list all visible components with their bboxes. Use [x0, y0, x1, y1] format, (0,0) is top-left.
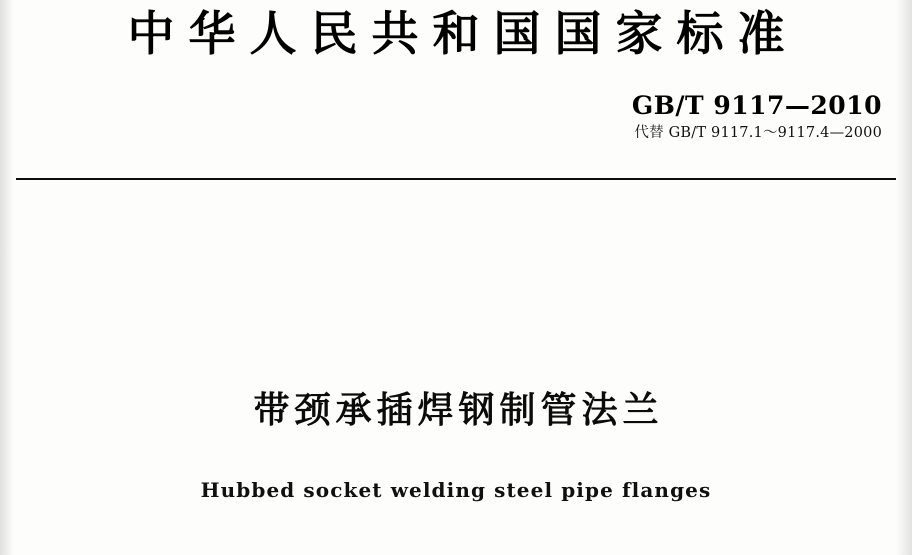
- standard-number: GB/T 9117—2010: [631, 91, 882, 120]
- document-title-chinese: 带颈承插焊钢制管法兰: [253, 390, 664, 431]
- national-standard-header: 中华人民共和国国家标准: [127, 7, 799, 62]
- document-title-english: Hubbed socket welding steel pipe flanges: [200, 478, 712, 502]
- header-divider-rule: [16, 178, 896, 180]
- standard-designation-block: [632, 92, 882, 142]
- standard-replaces-note: 代替 GB/T 9117.1～9117.4—2000: [634, 124, 882, 141]
